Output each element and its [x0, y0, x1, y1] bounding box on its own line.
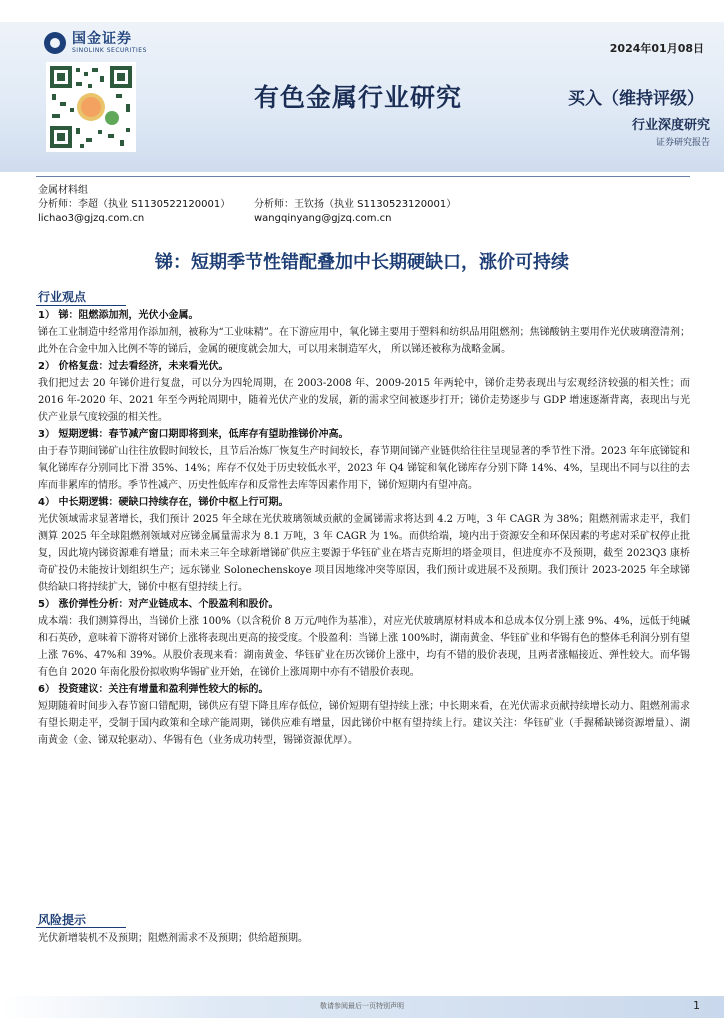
report-title: 锑：短期季节性错配叠加中长期硬缺口，涨价可持续 [155, 252, 569, 273]
view-content [38, 307, 690, 749]
risk-text: 光伏新增装机不及预期；阻燃剂需求不及预期；供给超预期。 [38, 933, 308, 944]
rating: 买入（维持评级） [568, 89, 704, 109]
report-subtype: 证券研究报告 [655, 138, 710, 148]
qr-code-icon[interactable] [46, 62, 136, 152]
analyst-2-email[interactable]: wangqinyang@gjzq.com.cn [254, 213, 392, 224]
point-body-3: 由于春节期间锑矿山往往放假时间较长，且节后冶炼厂恢复生产时间较长，春节期间锑产业链供给往往呈现显著的季节性下滑。2023 年年底锑锭和氧化锑库存分别同比下滑 35%、14%；库存不仅处于历史较低水平，2023 年 Q4 锑锭和氧化锑库存分别下降 14%、4%，呈现出不同与以往的去库而非累库的情形。季节性减产、历史性低库存和反常性去库等因素作用下，锑价短期内有望冲高。 [38, 446, 690, 491]
point-heading-3: 3） 短期逻辑：春节减产窗口期即将到来，低库存有望助推锑价冲高。 [38, 429, 349, 440]
group-name: 金属材料组 [38, 185, 88, 196]
section-title-view: 行业观点 [38, 290, 87, 304]
analyst-1: 分析师：李超（执业 S1130522120001） [38, 199, 231, 210]
report-type: 行业深度研究 [631, 118, 710, 133]
analyst-1-email[interactable]: lichao3@gjzq.com.cn [38, 213, 145, 224]
page-number: 1 [693, 999, 700, 1012]
point-heading-4: 4） 中长期逻辑：硬缺口持续存在，锑价中枢上行可期。 [38, 497, 289, 508]
point-heading-5: 5） 涨价弹性分析：对产业链成本、个股盈利和股价。 [38, 599, 279, 610]
logo-mark-icon [44, 32, 66, 54]
logo-en: SINOLINK SECURITIES [72, 47, 147, 54]
analyst-info [38, 184, 456, 226]
analyst-2: 分析师：王钦扬（执业 S1130523120001） [254, 199, 457, 210]
header-divider [36, 176, 690, 177]
point-heading-1: 1） 锑：阻燃添加剂，光伏小金属。 [38, 310, 199, 321]
page-footer [0, 996, 724, 1024]
point-heading-6: 6） 投资建议：关注有增量和盈利弹性较大的标的。 [38, 684, 269, 695]
section-rule [36, 927, 126, 928]
point-body-1: 锑在工业制造中经常用作添加剂，被称为“工业味精”。在下游应用中，氧化锑主要用于塑料和纺织品用阻燃剂；焦锑酸钠主要用作光伏玻璃澄清剂；此外在合金中加入比例不等的锑后，金属的硬度就会加大，可以用来制造军火， 所以锑还被称为战略金属。 [38, 327, 690, 355]
report-date: 2024年01月08日 [609, 42, 704, 55]
point-body-2: 我们把过去 20 年锑价进行复盘，可以分为四轮周期，在 2003-2008 年、2009-2015 年两轮中，锑价走势表现出与宏观经济较强的相关性；而 2016 年-2020 年、2021 年至今两轮周期中，随着光伏产业的发展，新的需求空间被逐步打开；锑价走势逐步与 GDP 增速逐渐背离，表现出与光伏产业景气度较强的相关性。 [38, 378, 690, 423]
section-title-risk: 风险提示 [38, 913, 87, 927]
point-body-4: 光伏领域需求显著增长，我们预计 2025 年全球在光伏玻璃领域贡献的金属锑需求将达到 4.2 万吨，3 年 CAGR 为 38%；阻燃剂需求走平，我们测算 2025 年全球阻燃剂领域对应锑金属量需求为 8.1 万吨，3 年 CAGR 为 1%。而供给端，境内出于资源安全和环保因素的考虑对采矿权停止批复，因此境内锑资源难有增量；而未来三年全球新增锑矿供应主要源于华钰矿业在塔吉克斯坦的塔金项目，但进度亦不及预期，截至 2023Q3 康桥奇矿投仍未能按计划组织生产；远东锑业 Solonechenskoye 项目因地缘冲突等原因，我们预计或进展不及预期。我们预计 2023-2025 年全球锑供给缺口将持续扩大，锑价中枢有望持续上行。 [38, 514, 690, 593]
industry-title: 有色金属行业研究 [254, 83, 463, 112]
point-body-5: 成本端：我们测算得出，当锑价上涨 100%（以含税价 8 万元/吨作为基准），对应光伏玻璃原材料成本和总成本仅分别上涨 9%、4%，远低于纯碱和石英砂，意味着下游将对锑价上涨将表现出更高的接受度。个股盈利：当锑上涨 100%时，湖南黄金、华钰矿业和华锡有色的整体毛利润分别有望上涨 76%、47%和 39%。从股价表现来看：湖南黄金、华钰矿业在历次锑价上涨中，均有不错的股价表现，且两者涨幅接近、弹性较大。而华锡有色自 2020 年南化股份拟收购华锡矿业开始，在锑价上涨周期中亦有不错股价表现。 [38, 616, 690, 678]
footer-disclaimer: 敬请参阅最后一页特别声明 [320, 1002, 404, 1010]
point-body-6: 短期随着时间步入春节窗口错配期，锑供应有望下降且库存低位，锑价短期有望持续上涨；中长期来看，在光伏需求贡献持续增长动力、阻燃剂需求有望长期走平，受制于国内政策和全球产能周期，锑供应难有增量，因此锑价中枢有望持续上行。建议关注：华钰矿业（手握稀缺锑资源增量）、湖南黄金（金、锑双轮驱动）、华锡有色（业务成功转型，锡锑资源优厚）。 [38, 701, 690, 746]
logo-cn: 国金证券 [72, 31, 132, 47]
report-header [0, 22, 724, 172]
section-rule [36, 305, 126, 306]
point-heading-2: 2） 价格复盘：过去看经济，未来看光伏。 [38, 361, 229, 372]
sinolink-logo [44, 32, 147, 54]
